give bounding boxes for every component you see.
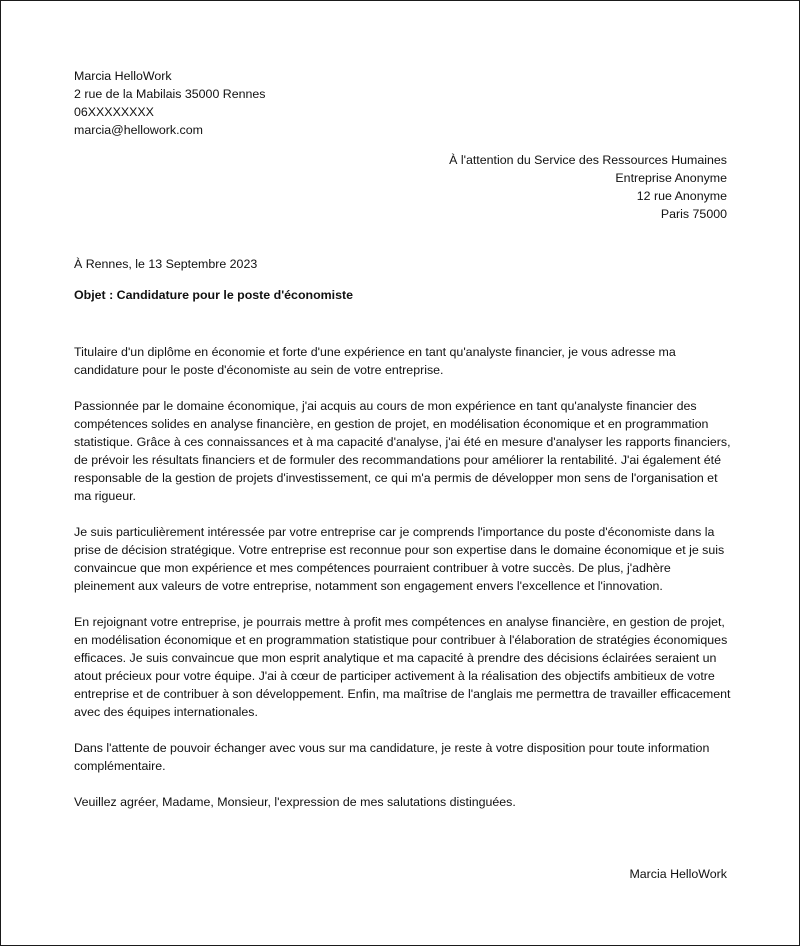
paragraph: En rejoignant votre entreprise, je pourrais mettre à profit mes compétences en analyse financière, en gestion de projet, en modélisation économique et en programmation statistique pour contribuer à l'élaboration de stratégies économiques efficaces. Je suis convaincue que mon esprit analytique et ma capacité à prendre des décisions éclairées seraient un atout précieux pour votre équipe. J'ai à cœur de participer activement à la réalisation des objectifs ambitieux de votre entreprise et de contribuer à son développement. Enfin, ma maîtrise de l'anglais me permettra de travailler efficacement avec des équipes internationales. (74, 615, 731, 719)
recipient-street: 12 rue Anonyme (636, 189, 727, 203)
subject-line: Objet : Candidature pour le poste d'économiste (74, 288, 354, 302)
paragraph: Je suis particulièrement intéressée par votre entreprise car je comprends l'importance du poste d'économiste dans la prise de décision stratégique. Votre entreprise est reconnue pour son expertise dans le domaine économique et je suis convaincue que mon expérience et mes compétences pourraient contribuer à votre succès. De plus, j'adhère pleinement aux valeurs de votre entreprise, notamment son engagement envers l'excellence et l'innovation. (74, 525, 725, 593)
paragraph: Titulaire d'un diplôme en économie et forte d'une expérience en tant qu'analyste financier, je vous adresse ma candidature pour le poste d'économiste au sein de votre entreprise. (74, 345, 676, 377)
closing-formula: Veuillez agréer, Madame, Monsieur, l'expression de mes salutations distinguées. (74, 795, 516, 809)
sender-address: 2 rue de la Mabilais 35000 Rennes (74, 87, 266, 101)
recipient-company: Entreprise Anonyme (615, 171, 727, 185)
letter-body (74, 343, 734, 829)
paragraph: Dans l'attente de pouvoir échanger avec vous sur ma candidature, je reste à votre disposition pour toute information complémentaire. (74, 741, 710, 773)
recipient-city: Paris 75000 (660, 207, 727, 221)
recipient-attention: À l'attention du Service des Ressources Humaines (449, 153, 727, 167)
sender-email: marcia@hellowork.com (74, 123, 203, 137)
signature: Marcia HelloWork (629, 867, 727, 881)
sender-phone: 06XXXXXXXX (74, 105, 154, 119)
recipient-block (307, 151, 727, 223)
sender-block (74, 67, 474, 139)
sender-name: Marcia HelloWork (74, 69, 172, 83)
date-line: À Rennes, le 13 Septembre 2023 (74, 257, 258, 271)
paragraph: Passionnée par le domaine économique, j'ai acquis au cours de mon expérience en tant qu'analyste financier des compétences solides en analyse financière, en gestion de projet, en modélisation économique et en programmation statistique. Grâce à ces connaissances et à ma capacité d'analyse, j'ai été en mesure d'analyser les rapports financiers, de prévoir les résultats financiers et de formuler des recommandations pour améliorer la rentabilité. J'ai également été responsable de la gestion de projets d'investissement, ce qui m'a permis de développer mon sens de l'organisation et ma rigueur. (74, 399, 731, 503)
